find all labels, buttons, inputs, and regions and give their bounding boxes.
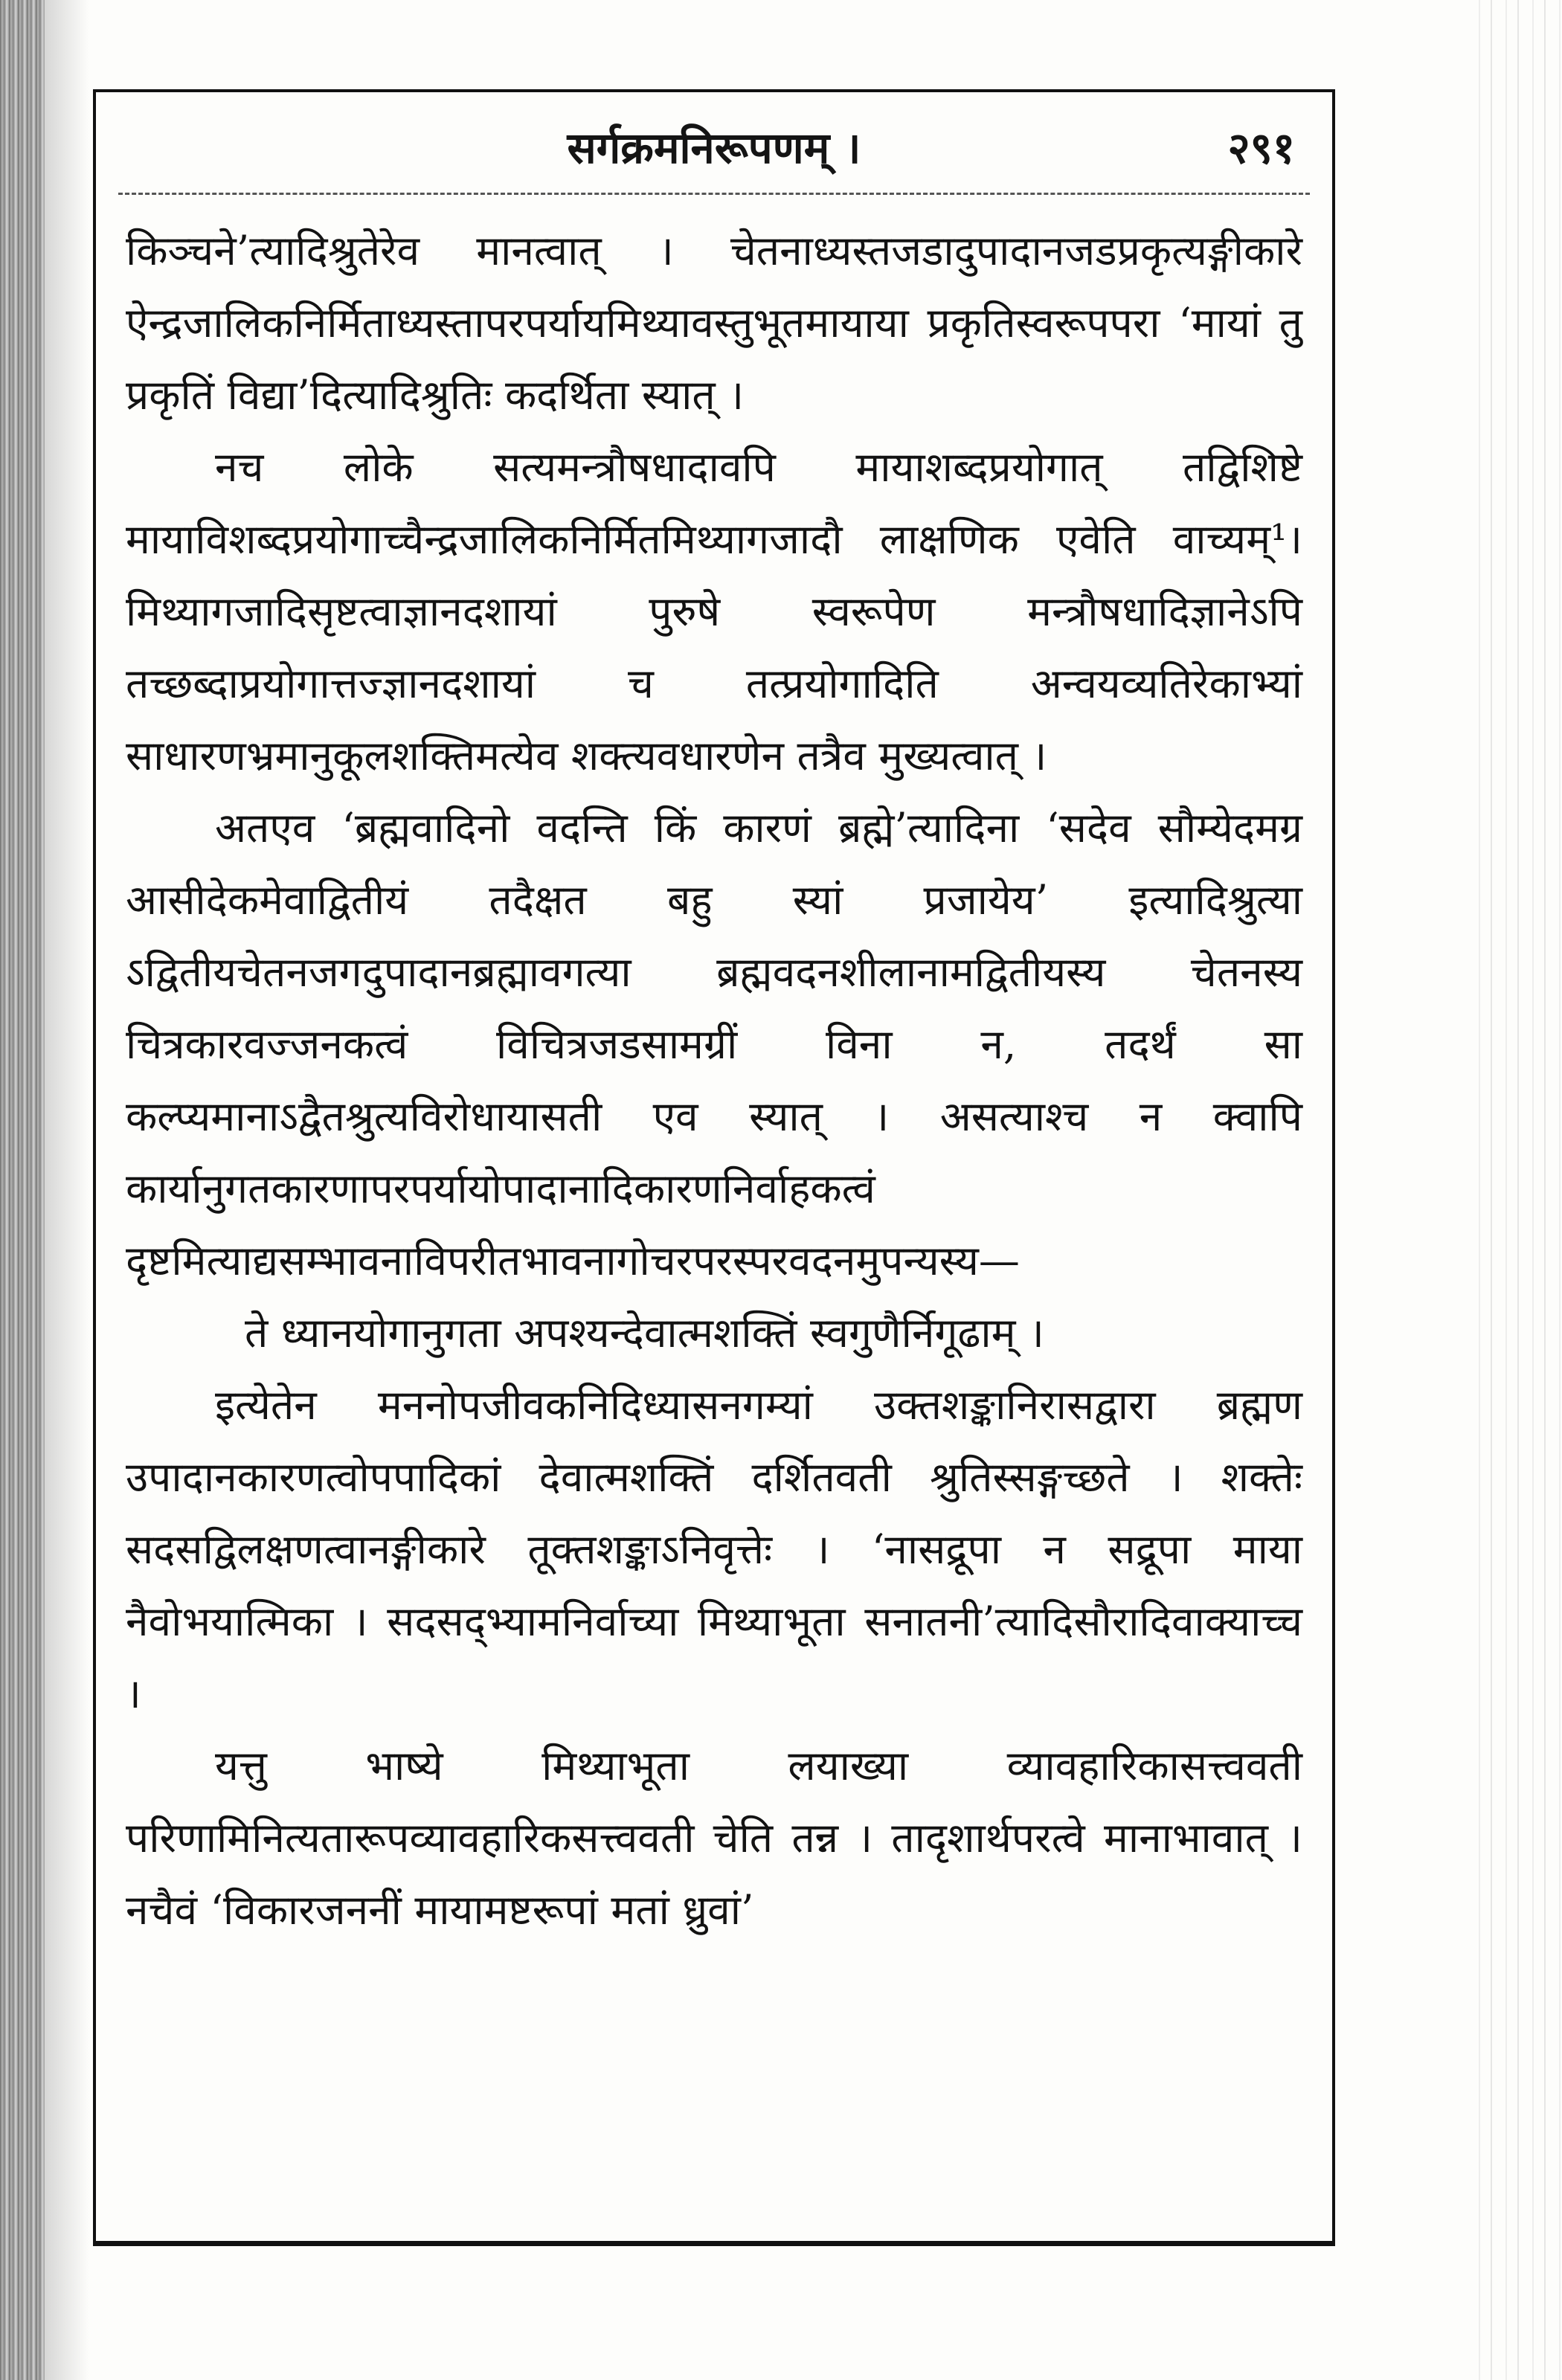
paragraph-1: किञ्चने’त्यादिश्रुतेरेव मानत्वात् । चेतनाध्यस्तजडादुपादानजडप्रकृत्यङ्गीकारे ऐन्द्रजालिकनिर्मिताध्यस्तापरपर्यायमिथ्यावस्तुभूतमायाया प्रकृतिस्वरूपपरा ‘मायां तु प्रकृतिं विद्या’दित्यादिश्रुतिः कदर्थिता स्यात् । (126, 227, 1302, 419)
paragraph-2: नच लोके सत्यमन्त्रौषधादावपि मायाशब्दप्रयोगात् तद्विशिष्टे मायाविशब्दप्रयोगाच्चैन्द्रजालिकनिर्मितमिथ्यागजादौ लाक्षणिक एवेति वाच्यम्¹। मिथ्यागजादिसृष्टत्वाज्ञानदशायां पुरुषे स्वरूपेण मन्त्रौषधादिज्ञानेऽपि तच्छब्दाप्रयोगात्तज्ज्ञानदशायां च तत्प्रयोगादिति अन्वयव्यतिरेकाभ्यां साधारणभ्रमानुकूलशक्तिमत्येव शक्त्यवधारणेन तत्रैव मुख्यत्वात् । (126, 443, 1302, 779)
page-number: २९१ (1227, 123, 1295, 173)
running-header (126, 115, 1302, 181)
paragraph-5: यत्तु भाष्ये मिथ्याभूता लयाख्या व्यावहारिकासत्त्ववती परिणामिनित्यतारूपव्यावहारिकसत्त्ववती चेति तन्न । तादृशार्थपरत्वे मानाभावात् । नचैवं ‘विकारजननीं मायामष्टरूपां मतां ध्रुवां’ (126, 1742, 1302, 1934)
right-edge-scan-marks (1465, 0, 1562, 2380)
binding-fade (45, 0, 89, 2380)
verse-line: ते ध्यानयोगानुगता अपश्यन्देवात्मशक्तिं स्वगुणैर्निगूढाम् । (245, 1309, 1044, 1357)
paragraph-3: अतएव ‘ब्रह्मवादिनो वदन्ति किं कारणं ब्रह्मे’त्यादिना ‘सदेव सौम्येदमग्र आसीदेकमेवाद्वितीयं तदैक्षत बहु स्यां प्रजायेय’ इत्यादिश्रुत्या ऽद्वितीयचेतनजगदुपादानब्रह्मावगत्या ब्रह्मवदनशीलानामद्वितीयस्य चेतनस्य चित्रकारवज्जनकत्वं विचित्रजडसामग्रीं विना न, तदर्थं सा कल्प्यमानाऽद्वैतश्रुत्यविरोधायासती एव स्यात् । असत्याश्च न क्वापि कार्यानुगतकारणापरपर्यायोपादानादिकारणनिर्वाहकत्वं दृष्टमित्याद्यसम्भावनाविपरीतभावनागोचरपरस्परवदनमुपन्यस्य— (126, 804, 1302, 1284)
header-title: सर्गक्रमनिरूपणम् । (567, 123, 861, 173)
binding-shadow (0, 0, 45, 2380)
page-body (126, 215, 1302, 1946)
page-frame (93, 89, 1335, 2246)
header-rule (118, 193, 1310, 195)
paragraph-4: इत्येतेन मननोपजीवकनिदिध्यासनगम्यां उक्तशङ्कानिरासद्वारा ब्रह्मण उपादानकारणत्वोपपादिकां देवात्मशक्तिं दर्शितवती श्रुतिस्सङ्गच्छते । शक्तेः सदसद्विलक्षणत्वानङ्गीकारे तूक्तशङ्काऽनिवृत्तेः । ‘नासद्रूपा न सद्रूपा माया नैवोभयात्मिका । सदसद्भ्यामनिर्वाच्या मिथ्याभूता सनातनी’त्यादिसौरादिवाक्याच्च । (126, 1381, 1302, 1717)
